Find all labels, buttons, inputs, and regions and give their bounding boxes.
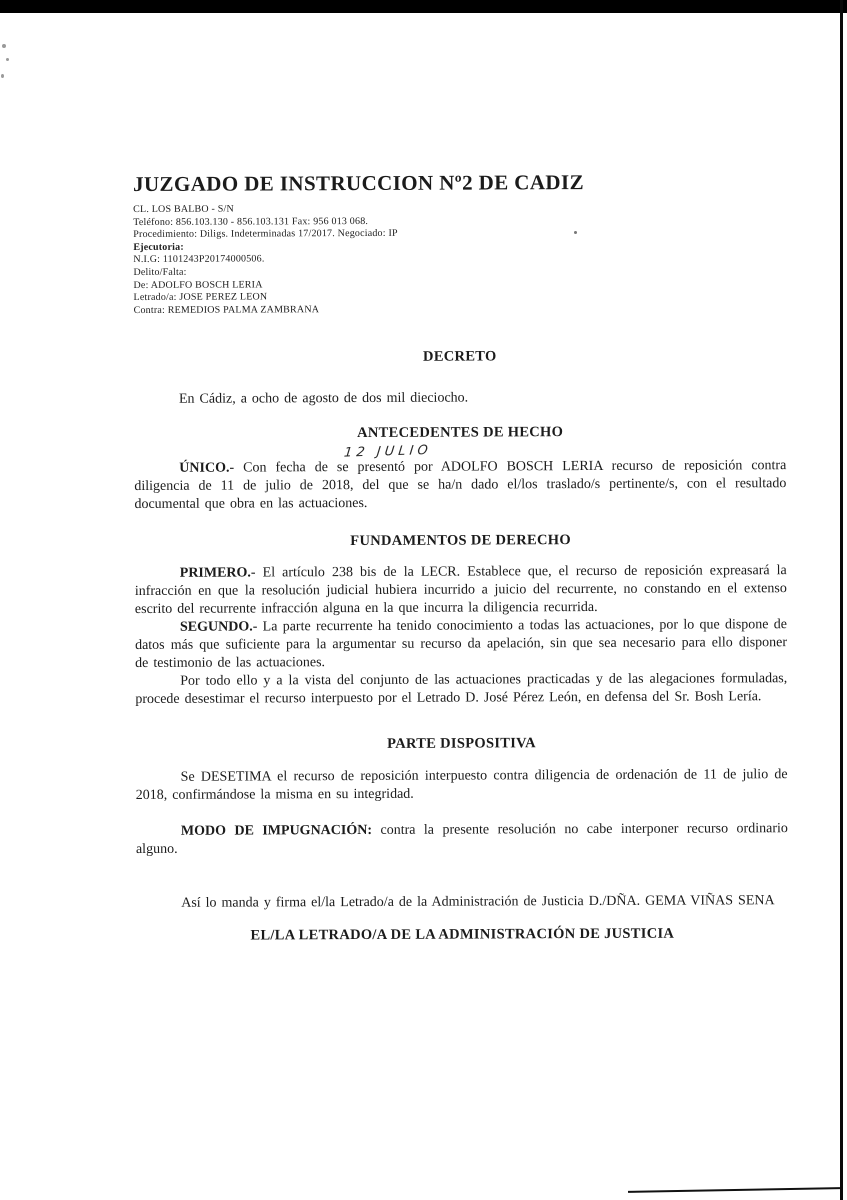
decreto-heading: DECRETO (422, 348, 497, 366)
scan-speckle (6, 58, 9, 61)
scan-speckle (2, 44, 6, 48)
segundo-paragraph (135, 616, 787, 673)
unico-label: ÚNICO.- (179, 460, 235, 477)
scan-artifact-bottom-line (628, 1187, 840, 1193)
segundo-label: SEGUNDO.- (179, 619, 258, 636)
letrado-footer-heading: EL/LA LETRADO/A DE LA ADMINISTRACIÓN DE JUSTICIA (250, 925, 675, 944)
court-contra: Contra: REMEDIOS PALMA ZAMBRANA (133, 303, 320, 316)
modo-text: contra la presente resolución no cabe interponer recurso ordinario alguno. (135, 821, 788, 858)
scan-artifact-top-bar (0, 0, 847, 13)
scan-artifact-right-edge (840, 0, 843, 1200)
court-de: De: ADOLFO BOSCH LERIA (133, 278, 263, 291)
place-date: En Cádiz, a ocho de agosto de dos mil dieciocho. (178, 390, 469, 408)
segundo-text: La parte recurrente ha tenido conocimiento a todas las actuaciones, por lo que dispone de datos más que suficiente para la argumentar su recurso da apelación, sin que sea necesario para ello disponer de testimonio de las actuaciones. (135, 617, 788, 672)
firma-paragraph: Así lo manda y firma el/la Letrado/a de la Administración de Justicia D./DÑA. GEMA VIÑAS SENA (181, 893, 775, 912)
court-meta (133, 201, 785, 317)
handwritten-date-note: 12 JULIO (343, 443, 433, 461)
primero-text: El artículo 238 bis de la LECR. Establece que, el recurso de reposición expreasará la infracción en que la resolución judicial hubiera incurrido a juicio del recurrente, no constando en el extenso escrito del recurrente infracción alguna en la que incurra la diligencia recurrida. (134, 563, 787, 618)
fundamentos-heading: FUNDAMENTOS DE DERECHO (350, 532, 571, 550)
court-procedure: Procedimiento: Diligs. Indeterminadas 17/2017. Negociado: IP (133, 228, 398, 241)
scan-speckle (1, 74, 4, 78)
desetima-paragraph: Se DESETIMA el recurso de reposición interpuesto contra diligencia de ordenación de 11 de julio de 2018, confirmándose la misma en su integridad. (135, 767, 788, 804)
court-letrado: Letrado/a: JOSE PEREZ LEON (133, 291, 268, 304)
modo-label: MODO DE IMPUGNACIÓN: (180, 823, 373, 840)
court-delito: Delito/Falta: (133, 266, 187, 278)
modo-paragraph (136, 820, 788, 859)
court-title: JUZGADO DE INSTRUCCION Nº2 DE CADIZ (133, 170, 585, 196)
court-address: CL. LOS BALBO - S/N (133, 203, 234, 215)
antecedentes-heading: ANTECEDENTES DE HECHO (357, 424, 564, 442)
parte-dispositiva-heading: PARTE DISPOSITIVA (387, 735, 536, 753)
document-content (133, 169, 788, 945)
court-ejecutoria: Ejecutoria: (133, 241, 184, 253)
court-phone: Teléfono: 856.103.130 - 856.103.131 Fax: 956 013 068. (133, 215, 369, 228)
unico-text: Con fecha de se presentó por ADOLFO BOSCH LERIA recurso de reposición contra diligencia de 11 de julio de 2018, del que se ha/n dado el/los traslado/s pertinente/s, con el resultado documental que obra en las actuaciones. (134, 458, 787, 513)
court-nig: N.I.G: 1101243P20174000506. (133, 253, 265, 266)
unico-paragraph (134, 457, 786, 514)
por-todo-paragraph: Por todo ello y a la vista del conjunto de las actuaciones practicadas y de las alegaciones formuladas, procede desestimar el recurso interpuesto por el Letrado D. José Pérez León, en defensa del Sr. Bosh Lería. (135, 671, 788, 708)
primero-paragraph (135, 562, 787, 619)
primero-label: PRIMERO.- (179, 565, 256, 582)
